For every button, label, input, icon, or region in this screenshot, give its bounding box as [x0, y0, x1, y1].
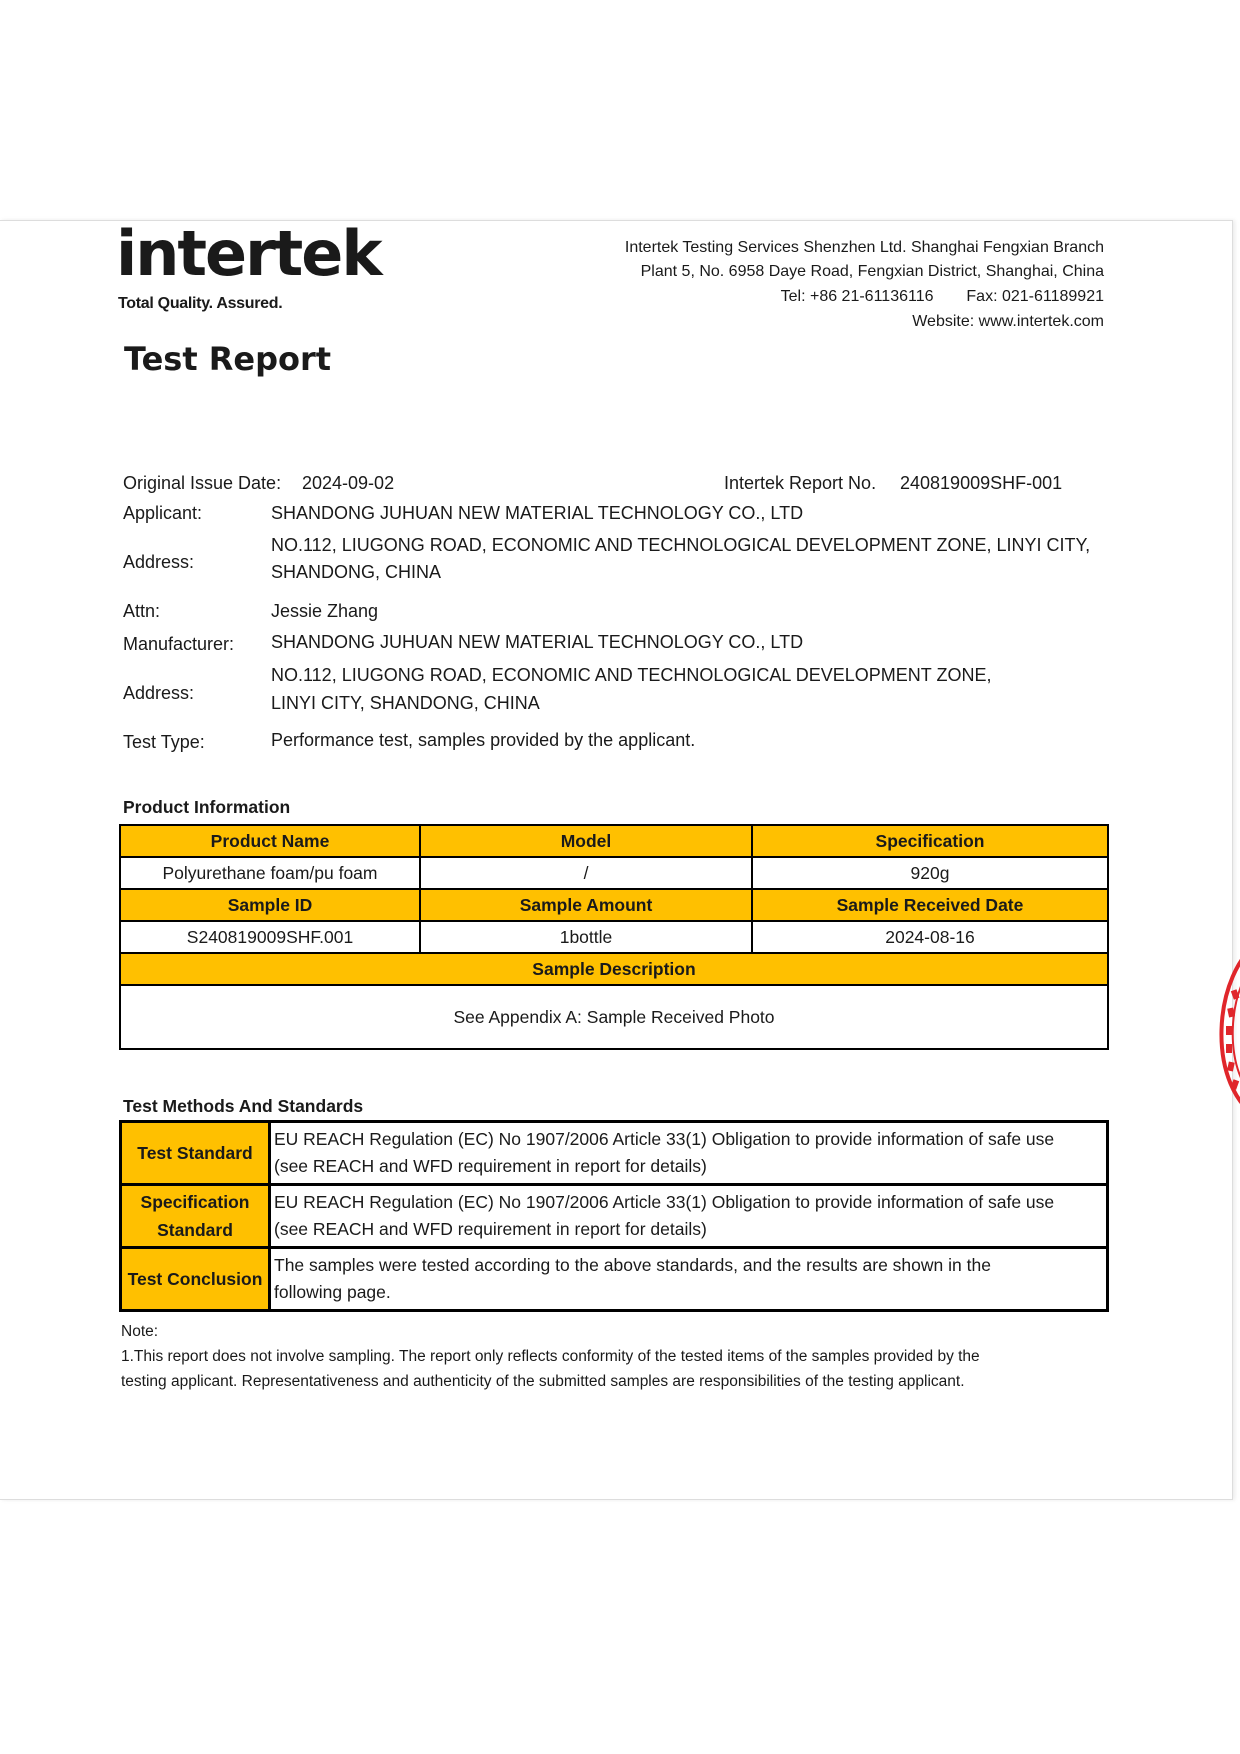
manufacturer: SHANDONG JUHUAN NEW MATERIAL TECHNOLOGY CO., LTD [271, 632, 804, 652]
specification: 920g [752, 857, 1108, 889]
text-line: (see REACH and WFD requirement in report for details) [274, 1219, 707, 1239]
text-line: The samples were tested according to the above standards, and the results are shown in the [274, 1255, 991, 1275]
test-conclusion-label: Test Conclusion [121, 1248, 270, 1311]
lab-fax: Fax: 021-61189921 [966, 288, 1104, 305]
applicant-label: Applicant: [123, 503, 203, 523]
lab-website: Website: www.intertek.com [912, 313, 1104, 330]
text-line: EU REACH Regulation (EC) No 1907/2006 Article 33(1) Obligation to provide information of safe use [274, 1192, 1055, 1212]
text-line: EU REACH Regulation (EC) No 1907/2006 Article 33(1) Obligation to provide information of safe use [274, 1129, 1055, 1149]
note-line: testing applicant. Representativeness and authenticity of the submitted samples are responsibilities of the testing applicant. [121, 1373, 965, 1390]
sample-received-date: 2024-08-16 [752, 921, 1108, 953]
test-standard [270, 1122, 1108, 1185]
report-no-label: Intertek Report No. [724, 473, 877, 493]
applicant: SHANDONG JUHUAN NEW MATERIAL TECHNOLOGY CO., LTD [271, 503, 804, 523]
issue-date-label: Original Issue Date: [123, 473, 282, 493]
sample-description: See Appendix A: Sample Received Photo [120, 985, 1108, 1049]
sample-amount: 1bottle [420, 921, 752, 953]
specification-standard [270, 1185, 1108, 1248]
header-cell: Product Name [120, 825, 420, 857]
address-line-1: NO.112, LIUGONG ROAD, ECONOMIC AND TECHNOLOGICAL DEVELOPMENT ZONE, [271, 665, 992, 685]
address-line-2: LINYI CITY, SHANDONG, CHINA [271, 693, 540, 713]
note-line: 1.This report does not involve sampling. The report only reflects conformity of the tested items of the samples provided by the [121, 1348, 980, 1365]
header-cell: Specification [752, 825, 1108, 857]
section-title: Test Methods And Standards [123, 1096, 364, 1116]
page-title: Test Report [124, 340, 332, 378]
header-cell: Sample Description [120, 953, 1108, 985]
methods-table [119, 1120, 1109, 1312]
text-line: Specification [140, 1192, 250, 1212]
specification-standard-label [121, 1185, 270, 1248]
attn: Jessie Zhang [271, 601, 379, 621]
product-name: Polyurethane foam/pu foam [120, 857, 420, 889]
address-line-1: NO.112, LIUGONG ROAD, ECONOMIC AND TECHNOLOGICAL DEVELOPMENT ZONE, LINYI CITY, [271, 535, 1091, 555]
address-label: Address: [123, 552, 195, 572]
product-table [119, 824, 1109, 1050]
lab-contacts [484, 285, 1104, 310]
test-type-label: Test Type: [123, 732, 205, 752]
sample-id: S240819009SHF.001 [120, 921, 420, 953]
test-standard-label: Test Standard [121, 1122, 270, 1185]
header-cell: Sample ID [120, 889, 420, 921]
issue-date: 2024-09-02 [302, 473, 395, 493]
header-cell: Sample Received Date [752, 889, 1108, 921]
test-type: Performance test, samples provided by the applicant. [271, 730, 696, 750]
stamp-seal-icon [1204, 930, 1240, 1130]
attn-label: Attn: [123, 601, 161, 621]
address-line-2: SHANDONG, CHINA [271, 562, 442, 582]
lab-name: Intertek Testing Services Shenzhen Ltd. Shanghai Fengxian Branch [624, 239, 1104, 256]
address-label: Address: [123, 683, 195, 703]
text-line: following page. [274, 1282, 391, 1302]
manufacturer-label: Manufacturer: [123, 634, 235, 654]
header-cell: Sample Amount [420, 889, 752, 921]
text-line: Standard [157, 1220, 233, 1240]
test-conclusion [270, 1248, 1108, 1311]
logo-tagline: Total Quality. Assured. [118, 295, 283, 312]
model: / [420, 857, 752, 889]
lab-address: Plant 5, No. 6958 Daye Road, Fengxian District, Shanghai, China [640, 263, 1104, 280]
note-label: Note: [121, 1323, 159, 1340]
lab-tel: Tel: +86 21-61136116 [780, 288, 934, 305]
text-line: (see REACH and WFD requirement in report for details) [274, 1156, 707, 1176]
section-title: Product Information [123, 797, 291, 817]
report-no: 240819009SHF-001 [900, 473, 1063, 493]
intertek-logo: intertek [116, 217, 381, 290]
header-cell: Model [420, 825, 752, 857]
